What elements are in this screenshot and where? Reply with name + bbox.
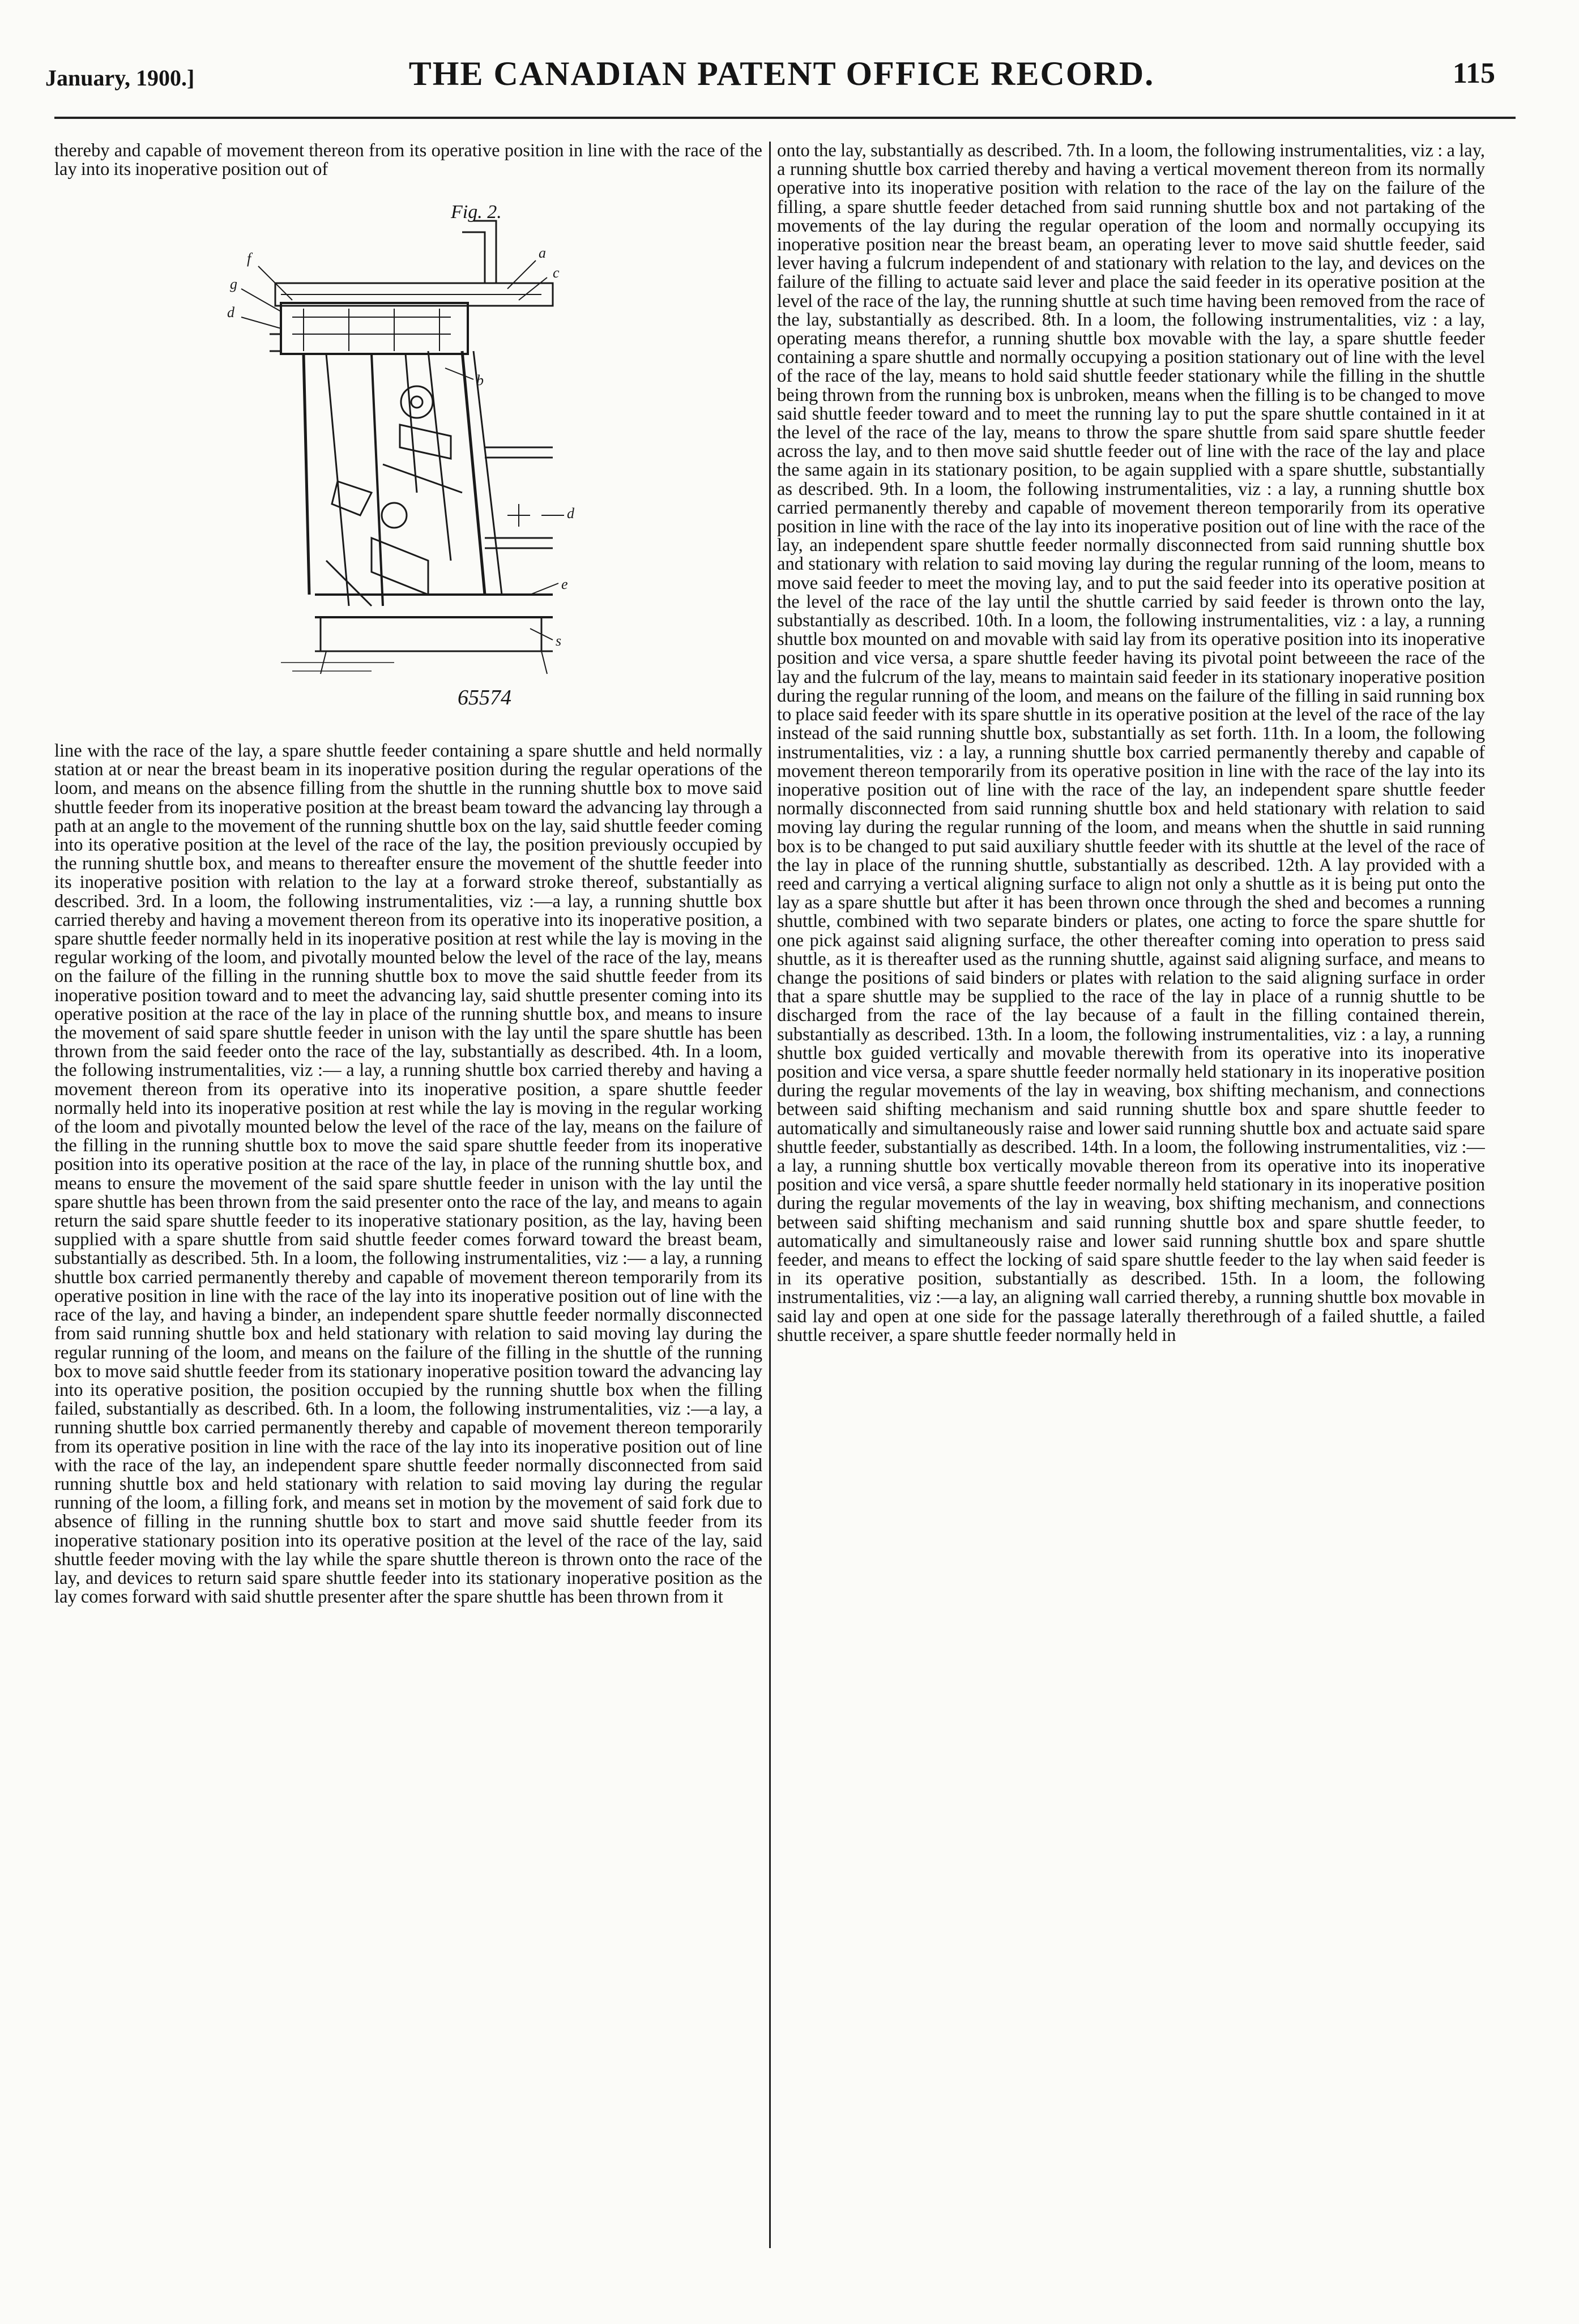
svg-text:a: a xyxy=(539,245,546,261)
svg-text:f: f xyxy=(247,250,251,267)
page-header xyxy=(45,54,1495,122)
header-rule xyxy=(54,117,1516,119)
issue-date: January, 1900.] xyxy=(45,65,195,91)
loom-mechanism-drawing xyxy=(54,198,762,742)
left-column-intro-text: thereby and capable of movement thereon from its operative position in line with the race of the lay into its inoperative position out of xyxy=(54,142,762,180)
page-number: 115 xyxy=(1452,57,1495,89)
publication-title: THE CANADIAN PATENT OFFICE RECORD. xyxy=(408,55,1155,92)
right-column xyxy=(777,142,1485,2248)
patent-figure xyxy=(54,198,762,742)
svg-text:g: g xyxy=(230,276,237,292)
svg-text:d: d xyxy=(567,505,574,522)
left-column xyxy=(54,142,762,2180)
right-column-text: onto the lay, substantially as described. 7th. In a loom, the following instrumentalities, viz : a lay, a running shuttle box carried thereby and having a vertical movement thereon from its normally operative into its inoperative position with relation to the race of the lay on the failure of the filling, a spare shuttle feeder detached from said running shuttle box and not partaking of the movements of the lay during the regular operation of the loom and normally occupying its inoperative position near the breast beam, an operating lever to move said shuttle feeder, said lever having a fulcrum independent of and stationary with relation to the lay, and devices on the failure of the filling to actuate said lever and place the said feeder in its operative position at the level of the race of the lay, the running shuttle at such time having been removed from the race of the lay, substantially as described. 8th. In a loom, the following instrumentalities, viz : a lay, operating means therefor, a running shuttle box movable with the lay, a spare shuttle feeder containing a spare shuttle and normally occupying a position stationary out of line with the level of the race of the lay, means to hold said shuttle feeder stationary while the filling in the shuttle being thrown from the running box is unbroken, means when the filling is to be changed to move said shuttle feeder toward and to meet the running lay to put the spare shuttle contained in it at the level of the race of the lay, means to throw the spare shuttle from said spare shuttle feeder across the lay, and to then move said shuttle feeder out of line with the race of the lay and place the same again in its stationary position, to be again supplied with a spare shuttle, substantially as described. 9th. In a loom, the following instrumentalities, viz : a lay, a running shuttle box carried permanently thereby and capable of movement thereon temporarily from its operative position in line with the race of the lay into its inoperative position out of line with the race of the lay, an independent spare shuttle feeder normally disconnected from said running shuttle box and stationary with relation to said moving lay during the regular running of the loom, means to move said feeder to meet the moving lay, and to put the said feeder into its operative position at the level of the race of the lay until the shuttle carried by said feeder is thrown onto the lay, substantially as described. 10th. In a loom, the following instrumentalities, viz : a lay, a running shuttle box mounted on and movable with said lay from its operative position into its inoperative position and vice versa, a spare shuttle feeder having its pivotal point betweeen the race of the lay and the fulcrum of the lay, means to maintain said feeder in its stationary inoperative position during the regular running of the loom, and means on the failure of the filling in said running box to place said feeder with its spare shuttle in its operative position at the level of the race of the lay instead of the said running shuttle box, substantially as set forth. 11th. In a loom, the following instrumentalities, viz : a lay, a running shuttle box carried permanently thereby and capable of movement thereon temporarily from its operative position in line with the race of the lay into its inoperative position out of line with the race of the lay, an independent spare shuttle feeder normally disconnected from said running shuttle box and held stationary with relation to said moving lay during the regular running of the loom, and means when the shuttle in said running box is to be changed to put said auxiliary shuttle feeder with its shuttle at the level of the race of the lay in place of the running shuttle, substantially as described. 12th. A lay provided with a reed and carrying a vertical aligning surface to align not only a shuttle as it is being put onto the lay as a spare shuttle but after it has been thrown once through the shed and becomes a running shuttle, combined with two separate binders or plates, one acting to force the spare shuttle for one pick against said aligning surface, the other thereafter coming into operation to press said shuttle, as it is thereafter used as the running shuttle, against said aligning surface, and means to change the positions of said binders or plates with relation to the said aligning surface in order that a spare shuttle may be supplied to the race of the lay in place of a runnig shuttle to be discharged from the race of the lay because of a fault in the filling contained therein, substantially as described. 13th. In a loom, the following instrumentalities, viz : a lay, a running shuttle box guided vertically and movable therewith from its operative into its inoperative position and vice versa, a spare shuttle feeder normally held stationary in its inoperative position during the regular movements of the lay in weaving, box shifting mechanism, and connections between said shifting mechanism and said running shuttle box and spare shuttle feeder to automatically and simultaneously raise and lower said running shuttle box and actuate said spare shuttle feeder, substantially as described. 14th. In a loom, the following instrumentalities, viz :—a lay, a running shuttle box vertically movable thereon from its operative into its inoperative position and vice versâ, a spare shuttle feeder normally held stationary in its inoperative position during the regular movements of the lay in weaving, box shifting mechanism, and connections between said shifting mechanism and said running shuttle box and spare shuttle feeder, to automatically and simultaneously raise and lower said running shuttle box and spare shuttle feeder, and means to effect the locking of said spare shuttle feeder to the lay when said feeder is in its operative position, substantially as described. 15th. In a loom, the following instrumentalities, viz :—a lay, an aligning wall carried thereby, a running shuttle box movable in said lay and open at one side for the passage laterally therethrough of a failed shuttle, a failed shuttle receiver, a spare shuttle feeder normally held in xyxy=(777,142,1485,1345)
figure-patent-number: 65574 xyxy=(458,686,511,710)
left-column-main-text: line with the race of the lay, a spare shuttle feeder containing a spare shuttle and held normally station at or near the breast beam in its inoperative position during the regular operations of the loom, and means on the absence filling from the shuttle in the running shuttle box to move said shuttle feeder from its inoperative position at the breast beam toward the advancing lay through a path at an angle to the movement of the running shuttle box on the lay, said shuttle feeder coming into its operative position at the level of the race of the lay, the position previously occupied by the running shuttle box, and means to thereafter ensure the movement of the shuttle feeder into its inoperative position with relation to the lay at a forward stroke thereof, substantially as described. 3rd. In a loom, the following instrumentalities, viz :—a lay, a running shuttle box carried thereby and having a movement thereon from its operative into its inoperative position, a spare shuttle feeder normally held in its inoperative position at rest while the lay is moving in the regular working of the loom, and pivotally mounted below the level of the race of the lay, means on the failure of the filling in the running shuttle box to move the said shuttle feeder from its inoperative position toward and to meet the advancing lay, said shuttle presenter coming into its operative position at the race of the lay in place of the running shuttle box, and means to insure the movement of said spare shuttle feeder in unison with the lay until the spare shuttle has been thrown from the said feeder onto the race of the lay, substantially as described. 4th. In a loom, the following instrumentalities, viz :— a lay, a running shuttle box carried thereby and having a movement thereon from its operative into its inoperative position, a spare shuttle feeder normally held into its inoperative position at rest while the lay is moving in the regular working of the loom and pivotally mounted below the level of the race of the lay, means on the failure of the filling in the running shuttle box to move the said spare shuttle feeder from its inoperative position into its operative position at the race of the lay, in place of the running shuttle box, and means to ensure the movement of the said spare shuttle feeder in unison with the lay until the spare shuttle has been thrown from the said presenter onto the race of the lay, and means to again return the said spare shuttle feeder to its inoperative stationary position, as the lay, having been supplied with a spare shuttle from said shuttle feeder comes forward toward the breast beam, substantially as described. 5th. In a loom, the following instrumentalities, viz :— a lay, a running shuttle box carried permanently thereby and capable of movement thereon temporarily from its operative position in line with the race of the lay into its inoperative position out of line with the race of the lay, and having a binder, an independent spare shuttle feeder normally disconnected from said running shuttle box and held stationary with relation to said moving lay during the regular running of the loom, and means on the failure of the filling in the shuttle of the running box to move said shuttle feeder from its stationary inoperative position toward the advancing lay into its operative position, the position occupied by the running shuttle box when the filling failed, substantially as described. 6th. In a loom, the following instrumentalities, viz :—a lay, a running shuttle box carried permanently thereby and capable of movement thereon temporarily from its operative position in line with the race of the lay into its inoperative position out of line with the race of the lay, an independent spare shuttle feeder normally disconnected from said running shuttle box and held stationary with relation to said moving lay during the regular running of the loom, a filling fork, and means set in motion by the movement of said fork due to absence of filling in the running shuttle box to start and move said shuttle feeder from its inoperative stationary position into its operative position at the level of the race of the lay, said shuttle feeder moving with the lay while the spare shuttle thereon is thrown onto the race of the lay, and devices to return said spare shuttle feeder into its stationary inoperative position as the lay comes forward with said shuttle presenter after the spare shuttle has been thrown from it xyxy=(54,742,762,1608)
svg-text:c: c xyxy=(553,264,560,281)
svg-text:d: d xyxy=(227,304,234,321)
svg-text:e: e xyxy=(561,576,568,592)
column-divider xyxy=(769,142,771,2248)
figure-caption: Fig. 2. xyxy=(451,202,502,223)
svg-text:b: b xyxy=(476,372,484,388)
svg-text:s: s xyxy=(556,633,562,649)
